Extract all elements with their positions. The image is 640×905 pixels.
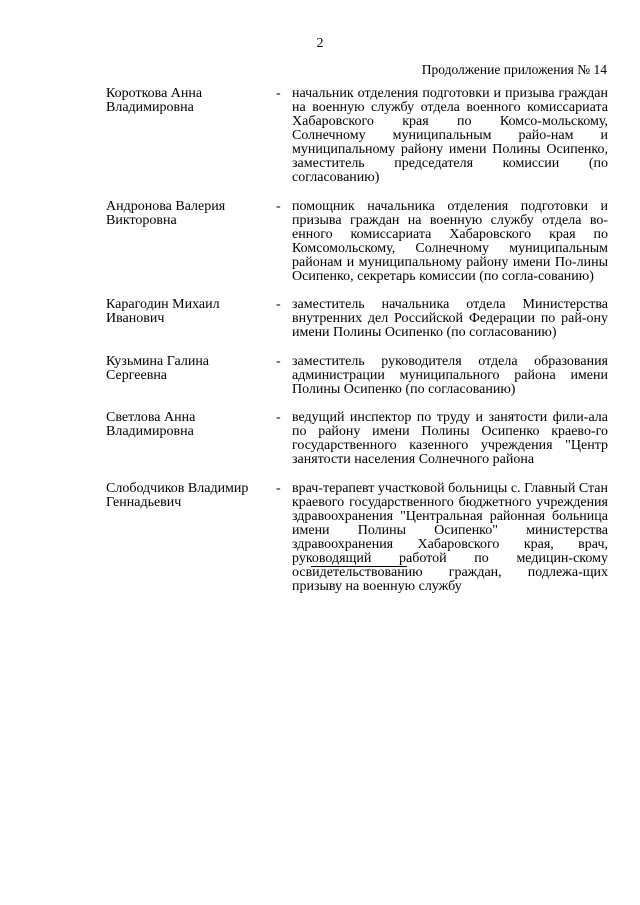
end-of-list-rule: [311, 566, 407, 567]
separator-dash: -: [276, 480, 281, 496]
separator-dash: -: [276, 86, 281, 101]
member-entry: [106, 87, 608, 185]
member-entry: [106, 355, 608, 397]
member-name: Андронова Валерия Викторовна: [106, 198, 226, 228]
member-position: заместитель руководителя отдела образования администрации муниципального района имени Полины Осипенко (по согласованию): [292, 353, 608, 397]
member-name: Короткова Анна Владимировна: [106, 86, 203, 115]
separator-dash: -: [276, 198, 281, 214]
member-name: Кузьмина Галина Сергеевна: [106, 353, 210, 383]
member-position: начальник отделения подготовки и призыва граждан на военную службу отдела военного комиссариата Хабаровского края по Комсо-мольскому, Солнечному муниципальным райо-нам и муниципальному району имени Полины Осипенко, заместитель председателя комиссии (по согласованию): [292, 86, 608, 185]
member-position: заместитель начальника отдела Министерства внутренних дел Российской Федерации по рай-ону имени Полины Осипенко (по согласованию): [292, 297, 608, 340]
commission-member-list: [106, 87, 608, 594]
member-position: ведущий инспектор по труду и занятости фили-ала по району имени Полины Осипенко краево-го государственного казенного учреждения "Центр занятости населения Солнечного района: [292, 410, 608, 467]
member-entry: [106, 200, 608, 284]
separator-dash: -: [276, 297, 281, 312]
member-name: Карагодин Михаил Иванович: [106, 297, 220, 326]
member-entry: [106, 411, 608, 467]
member-name: Слободчиков Владимир Геннадьевич: [106, 480, 249, 510]
member-entry: [106, 298, 608, 340]
member-entry: [106, 482, 608, 594]
separator-dash: -: [276, 353, 281, 369]
member-position: врач-терапевт участковой больницы с. Главный Стан краевого государственного бюджетного учреждения здравоохранения "Центральная районная больница имени Полины Осипенко" министерства здравоохранения Хабаровского края, врач, руководящий работой по медицин-скому освидетельствованию граждан, подлежа-щих призыву на военную службу: [292, 480, 608, 594]
separator-dash: -: [276, 410, 281, 425]
page-number: 2: [316, 36, 324, 51]
member-name: Светлова Анна Владимировна: [106, 410, 196, 439]
member-position: помощник начальника отделения подготовки и призыва граждан на военную службу отдела во-енного комиссариата Хабаровского края по Комсомольскому, Солнечному муниципальным районам и муниципальному району имени По-лины Осипенко, секретарь комиссии (по согла-сованию): [292, 198, 608, 284]
appendix-continuation-note: Продолжение приложения № 14: [421, 62, 607, 77]
